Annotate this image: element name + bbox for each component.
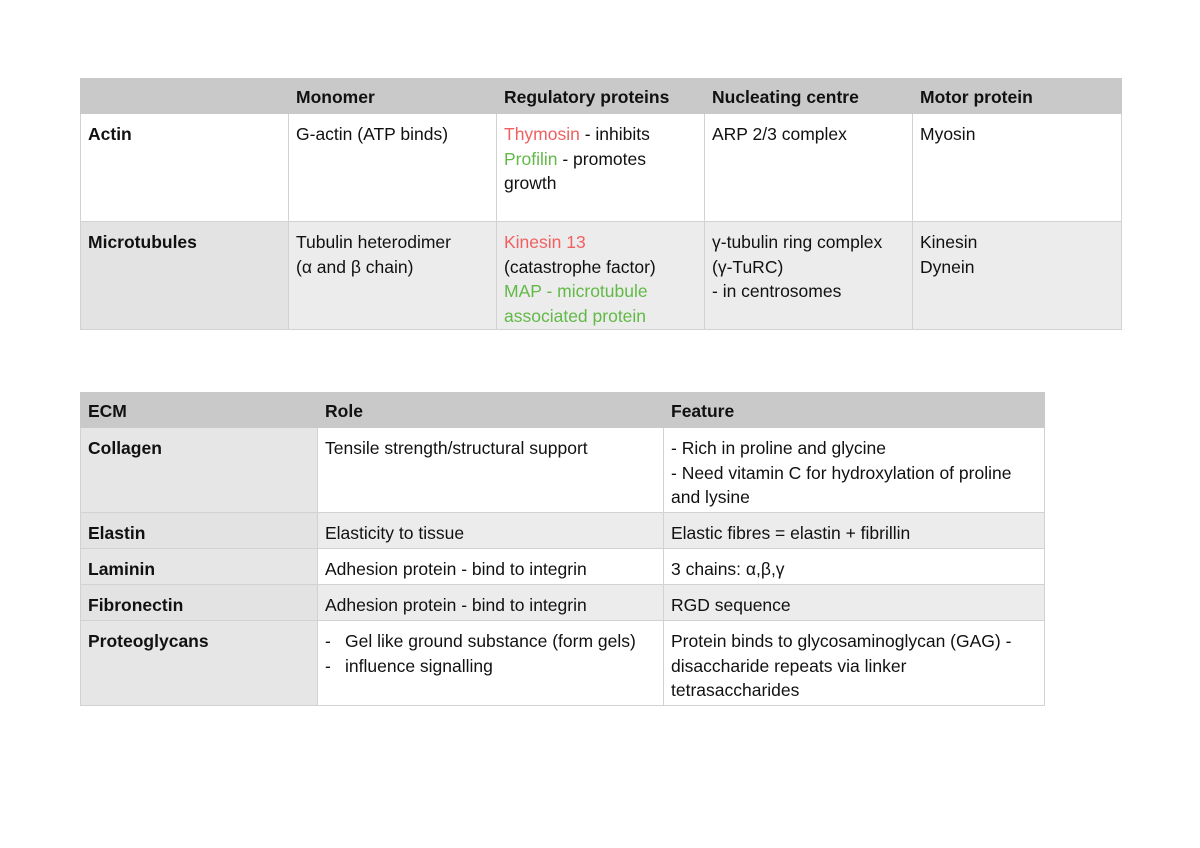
cell-fibronectin-feature: RGD sequence <box>664 585 1045 621</box>
header-cell-nucleating-centre: Nucleating centre <box>705 79 913 114</box>
cell-laminin-feature: 3 chains: α,β,γ <box>664 549 1045 585</box>
nucleating-line: (γ-TuRC) <box>712 256 784 277</box>
catastrophe-text: (catastrophe factor) <box>504 256 656 277</box>
bullet-mark: - <box>325 631 331 651</box>
cell-proteoglycans-role <box>318 621 664 706</box>
profilin-desc: - promotes growth <box>504 148 646 193</box>
table-row-proteoglycans <box>81 621 1045 706</box>
motor-line: Kinesin <box>920 232 978 252</box>
bullet-item <box>325 654 656 679</box>
cell-laminin-role: Adhesion protein - bind to integrin <box>318 549 664 585</box>
motor-line: Dynein <box>920 256 975 277</box>
thymosin-desc: - inhibits <box>579 124 650 144</box>
cell-microtubules-nucleating <box>705 222 913 330</box>
cell-proteoglycans-feature: Protein binds to glycosaminoglycan (GAG) - disaccharide repeats via linker tetrasaccharides <box>664 621 1045 706</box>
bullet-mark: - <box>325 655 331 676</box>
table-row-laminin <box>81 549 1045 585</box>
header-cell-empty <box>81 79 289 114</box>
bullet-text: Gel like ground substance (form gels) <box>345 631 636 651</box>
cytoskeleton-table <box>80 78 1122 330</box>
ecm-header-row <box>81 393 1045 428</box>
cell-microtubules-motor <box>913 222 1122 330</box>
cell-fibronectin-role: Adhesion protein - bind to integrin <box>318 585 664 621</box>
ecm-table <box>80 392 1045 706</box>
table-row-actin <box>81 114 1122 222</box>
nucleating-line: γ-tubulin ring complex <box>712 232 883 252</box>
header-cell-monomer: Monomer <box>289 79 497 114</box>
profilin-text: Profilin <box>504 148 558 169</box>
row-header-collagen: Collagen <box>81 428 318 513</box>
row-header-proteoglycans: Proteoglycans <box>81 621 318 706</box>
row-header-microtubules: Microtubules <box>81 222 289 330</box>
cell-actin-nucleating: ARP 2/3 complex <box>705 114 913 222</box>
cell-actin-monomer: G-actin (ATP binds) <box>289 114 497 222</box>
cell-elastin-feature: Elastic fibres = elastin + fibrillin <box>664 513 1045 549</box>
thymosin-text: Thymosin <box>504 124 580 144</box>
header-cell-role: Role <box>318 393 664 428</box>
cell-collagen-feature <box>664 428 1045 513</box>
map-text: MAP - microtubule associated protein <box>504 281 648 326</box>
monomer-line: (α and β chain) <box>296 256 414 277</box>
cell-microtubules-monomer <box>289 222 497 330</box>
table-row-microtubules <box>81 222 1122 330</box>
row-header-elastin: Elastin <box>81 513 318 549</box>
row-header-actin: Actin <box>81 114 289 222</box>
bullet-text: influence signalling <box>345 655 493 676</box>
bullet-item <box>325 629 656 654</box>
table-row-elastin <box>81 513 1045 549</box>
header-cell-regulatory-proteins: Regulatory proteins <box>497 79 705 114</box>
cell-actin-regulatory <box>497 114 705 222</box>
header-cell-motor-protein: Motor protein <box>913 79 1122 114</box>
cell-microtubules-regulatory <box>497 222 705 330</box>
row-header-laminin: Laminin <box>81 549 318 585</box>
header-cell-ecm: ECM <box>81 393 318 428</box>
feature-line: - Need vitamin C for hydroxylation of proline and lysine <box>671 462 1012 507</box>
row-header-fibronectin: Fibronectin <box>81 585 318 621</box>
table-row-collagen <box>81 428 1045 513</box>
cytoskeleton-header-row <box>81 79 1122 114</box>
header-cell-feature: Feature <box>664 393 1045 428</box>
table-row-fibronectin <box>81 585 1045 621</box>
nucleating-line: - in centrosomes <box>712 281 842 301</box>
cell-actin-motor: Myosin <box>913 114 1122 222</box>
monomer-line: Tubulin heterodimer <box>296 232 451 252</box>
cell-collagen-role: Tensile strength/structural support <box>318 428 664 513</box>
cell-elastin-role: Elasticity to tissue <box>318 513 664 549</box>
feature-line: - Rich in proline and glycine <box>671 438 886 458</box>
kinesin13-text: Kinesin 13 <box>504 232 586 252</box>
